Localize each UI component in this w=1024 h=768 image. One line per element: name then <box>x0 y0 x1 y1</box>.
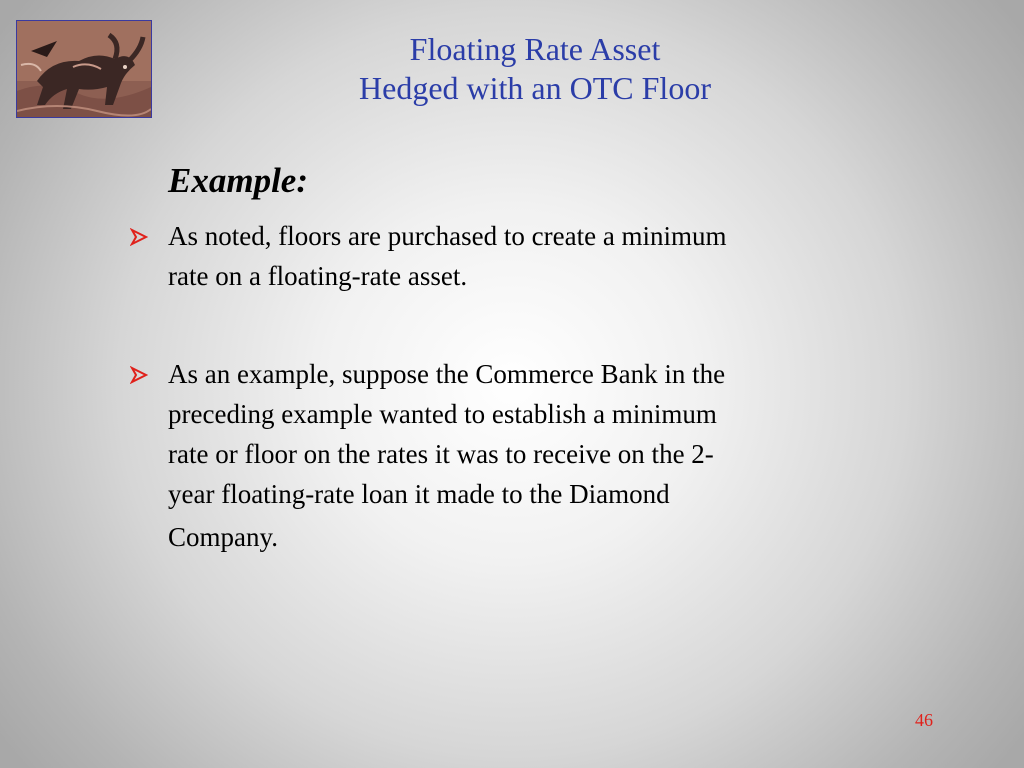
bullet-2-line-4: year floating-rate loan it made to the Diamond <box>168 479 670 509</box>
bullet-item-2 <box>168 354 888 560</box>
bull-logo-icon <box>16 20 152 118</box>
bullet-2-line-1: As an example, suppose the Commerce Bank in the <box>168 359 726 389</box>
bullet-1-line-1: As noted, floors are purchased to create a minimum <box>168 221 727 251</box>
slide-title <box>270 30 800 108</box>
bullet-1-line-2: rate on a floating-rate asset. <box>168 261 468 291</box>
arrow-bullet-icon <box>130 366 148 384</box>
bullet-2-line-3: rate or floor on the rates it was to receive on the 2- <box>168 439 714 469</box>
bullet-2-line-5: Company. <box>168 522 278 552</box>
page-number: 46 <box>915 710 933 730</box>
slide-title-line-1: Floating Rate Asset <box>409 31 661 67</box>
bullet-2-line-2: preceding example wanted to establish a minimum <box>168 399 717 429</box>
bullet-item-1 <box>168 216 888 296</box>
example-subheading: Example: <box>168 161 308 200</box>
slide-title-line-2: Hedged with an OTC Floor <box>359 70 711 106</box>
arrow-bullet-icon <box>130 228 148 246</box>
